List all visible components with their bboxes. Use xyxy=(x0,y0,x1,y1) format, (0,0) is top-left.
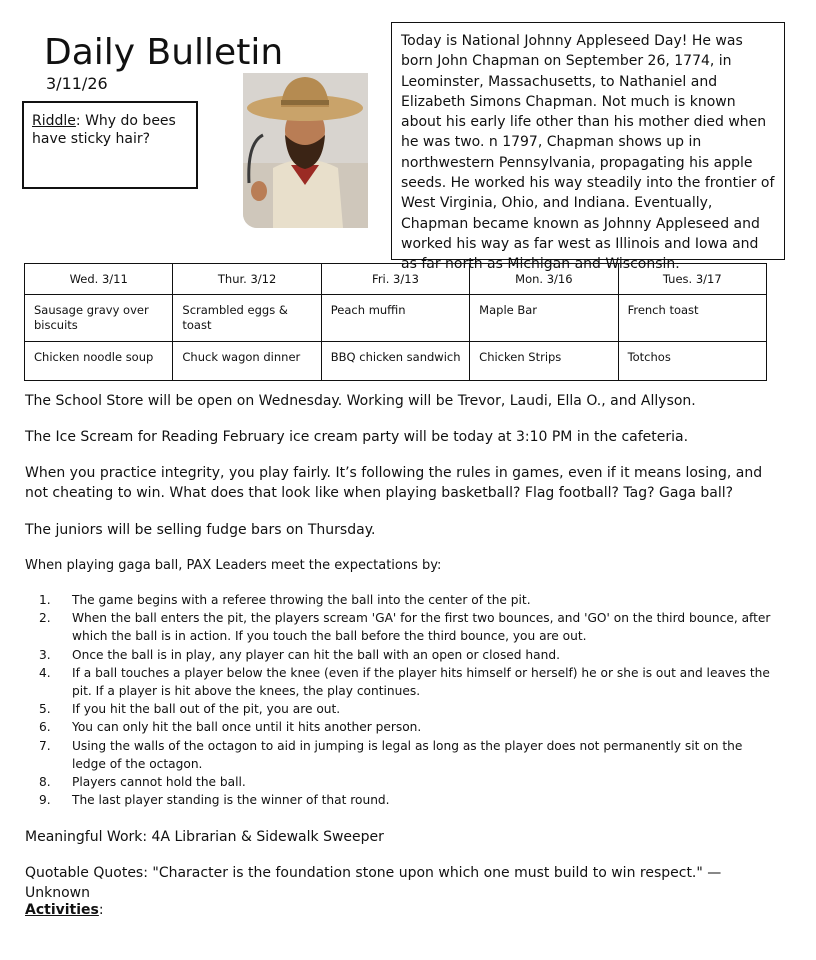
lunch-menu-table xyxy=(24,263,767,381)
activities-label: Activities xyxy=(25,902,99,918)
menu-cell: Sausage gravy over biscuits xyxy=(25,295,173,342)
menu-day-header: Fri. 3/13 xyxy=(321,264,469,295)
rule-number: 8. xyxy=(39,775,51,790)
rule-text: If you hit the ball out of the pit, you are out. xyxy=(72,702,341,717)
gaga-intro: When playing gaga ball, PAX Leaders meet the expectations by: xyxy=(25,558,442,573)
list-item xyxy=(25,664,775,700)
menu-cell: French toast xyxy=(618,295,766,342)
portrait-image xyxy=(243,73,368,228)
juniors-announcement: The juniors will be selling fudge bars on Thursday. xyxy=(25,522,376,538)
rule-text: Players cannot hold the ball. xyxy=(72,775,246,790)
menu-cell: Maple Bar xyxy=(470,295,618,342)
ice-cream-announcement: The Ice Scream for Reading February ice cream party will be today at 3:10 PM in the cafeteria. xyxy=(25,429,689,445)
list-item xyxy=(25,773,775,791)
menu-cell: Peach muffin xyxy=(321,295,469,342)
quotable-quote: Quotable Quotes: "Character is the foundation stone upon which one must build to win respect." — Unknown xyxy=(25,865,722,901)
johnny-appleseed-article: Today is National Johnny Appleseed Day! He was born John Chapman on September 26, 1774, in Leominster, Massachusetts, to Nathaniel and Elizabeth Simons Chapman. Not much is known about his early life other than his mother died when he was two. n 1797, Chapman shows up in northwestern Pennsylvania, propagating his apple seeds. He worked his way steadily into the frontier of West Virginia, Ohio, and Indiana. Eventually, Chapman became known as Johnny Appleseed and worked his way as far west as Illinois and Iowa and as far north as Michigan and Wisconsin. xyxy=(391,22,785,260)
school-store-announcement: The School Store will be open on Wednesday. Working will be Trevor, Laudi, Ella O., and Allyson. xyxy=(25,393,696,409)
menu-day-header: Thur. 3/12 xyxy=(173,264,321,295)
menu-day-header: Wed. 3/11 xyxy=(25,264,173,295)
rule-number: 9. xyxy=(39,793,51,808)
menu-day-header: Tues. 3/17 xyxy=(618,264,766,295)
menu-cell: Chicken noodle soup xyxy=(25,342,173,381)
list-item xyxy=(25,591,775,609)
rule-number: 3. xyxy=(39,647,51,662)
rule-text: The last player standing is the winner of that round. xyxy=(72,793,390,808)
menu-day-header: Mon. 3/16 xyxy=(470,264,618,295)
menu-header-row xyxy=(25,264,767,295)
rule-text: Once the ball is in play, any player can hit the ball with an open or closed hand. xyxy=(72,647,560,662)
activities-heading xyxy=(25,900,104,920)
list-item xyxy=(25,646,775,664)
lunch-row xyxy=(25,342,767,381)
breakfast-row xyxy=(25,295,767,342)
rule-number: 1. xyxy=(39,593,51,607)
integrity-paragraph: When you practice integrity, you play fairly. It’s following the rules in games, even if it means losing, and not cheating to win. What does that look like when playing basketball? Flag football? Tag? Gaga ball? xyxy=(25,465,763,501)
johnny-appleseed-portrait xyxy=(243,73,368,228)
list-item xyxy=(25,791,775,809)
riddle-box xyxy=(22,101,198,189)
meaningful-work: Meaningful Work: 4A Librarian & Sidewalk Sweeper xyxy=(25,829,384,845)
menu-cell: Chuck wagon dinner xyxy=(173,342,321,381)
rule-text: When the ball enters the pit, the players scream 'GA' for the first two bounces, and 'GO' on the third bounce, after which the ball is in action. If you touch the ball before the third bounce, you are out. xyxy=(72,611,771,644)
menu-cell: Totchos xyxy=(618,342,766,381)
rule-number: 2. xyxy=(39,611,51,626)
rule-text: If a ball touches a player below the knee (even if the player hits himself or herself) he or she is out and leaves the pit. If a player is hit above the knees, the play continues. xyxy=(72,665,770,699)
bulletin-date: 3/11/26 xyxy=(46,74,108,93)
gaga-rules-list xyxy=(25,591,775,809)
page-title: Daily Bulletin xyxy=(44,32,284,73)
rule-text: You can only hit the ball once until it hits another person. xyxy=(72,720,422,735)
list-item xyxy=(25,737,775,773)
rule-text: Using the walls of the octagon to aid in jumping is legal as long as the player does not permanently sit on the ledge of the octagon. xyxy=(72,738,743,771)
list-item xyxy=(25,718,775,736)
rule-number: 7. xyxy=(39,738,51,753)
rule-number: 4. xyxy=(39,665,51,680)
list-item xyxy=(25,609,775,645)
activities-colon: : xyxy=(98,902,104,918)
rule-number: 5. xyxy=(39,702,51,717)
riddle-question: : Why do bees have sticky hair? xyxy=(32,113,176,147)
list-item xyxy=(25,700,775,718)
menu-cell: BBQ chicken sandwich xyxy=(321,342,469,381)
rule-number: 6. xyxy=(39,720,51,735)
rule-text: The game begins with a referee throwing the ball into the center of the pit. xyxy=(72,593,531,607)
menu-cell: Scrambled eggs & toast xyxy=(173,295,321,342)
riddle-label: Riddle xyxy=(32,113,76,129)
menu-cell: Chicken Strips xyxy=(470,342,618,381)
